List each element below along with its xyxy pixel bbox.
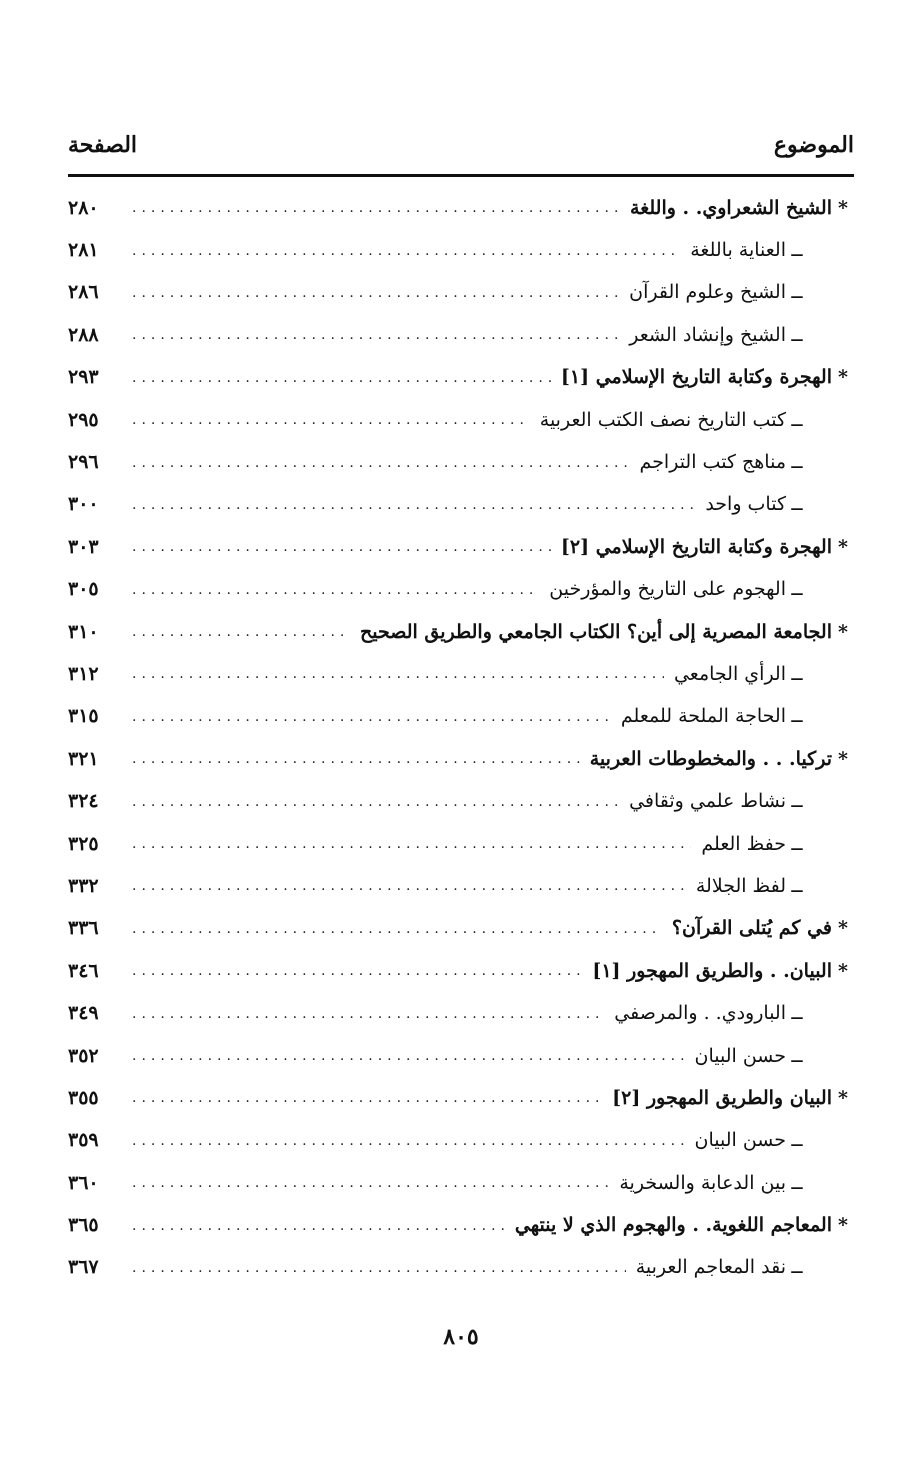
- dot-leader: [132, 1049, 685, 1063]
- entry-title: في كم يُتلى القرآن؟: [671, 917, 832, 940]
- page-column-label: الصفحة: [68, 132, 138, 158]
- entry-title: الشيخ وعلوم القرآن: [629, 281, 786, 304]
- entry-title: حسن البيان: [694, 1044, 786, 1067]
- entry-title: البيان. . والطريق المهجور [١]: [592, 959, 832, 982]
- entry-title: تركيا. . . والمخطوطات العربية: [589, 747, 832, 770]
- dash-marker: ــ: [791, 451, 803, 474]
- entry-title: الهجرة وكتابة التاريخ الإسلامي [١]: [560, 366, 832, 389]
- entry-page-number: ٣١٠: [68, 620, 99, 643]
- dot-leader: [132, 1261, 626, 1275]
- entry-title: نشاط علمي وثقافي: [629, 790, 786, 813]
- toc-entry-sub: [68, 229, 854, 271]
- entry-title: الحاجة الملحة للمعلم: [620, 705, 786, 728]
- dash-marker: ــ: [791, 874, 803, 897]
- entry-title: بين الدعابة والسخرية: [619, 1171, 786, 1194]
- dash-marker: ــ: [791, 578, 803, 601]
- entry-page-number: ٢٨١: [68, 239, 99, 262]
- dot-leader: [132, 879, 686, 893]
- toc-entry-main: [68, 1204, 854, 1246]
- toc-entry-main: [68, 950, 854, 992]
- dot-leader: [132, 964, 582, 978]
- asterisk-marker: *: [838, 959, 848, 982]
- toc-header: [68, 122, 854, 168]
- toc-entry-main: [68, 611, 854, 653]
- entry-page-number: ٣١٥: [68, 705, 99, 728]
- dash-marker: ــ: [791, 1002, 803, 1025]
- toc-entry-sub: [68, 1162, 854, 1204]
- dot-leader: [132, 583, 539, 597]
- asterisk-marker: *: [838, 620, 848, 643]
- toc-entry-sub: [68, 653, 854, 695]
- toc-entry-sub: [68, 272, 854, 314]
- entry-title: نقد المعاجم العربية: [635, 1256, 786, 1279]
- entry-page-number: ٢٩٣: [68, 366, 99, 389]
- dash-marker: ــ: [791, 281, 803, 304]
- asterisk-marker: *: [838, 366, 848, 389]
- toc-entry-sub: [68, 1247, 854, 1289]
- dash-marker: ــ: [791, 832, 803, 855]
- entry-page-number: ٣١٢: [68, 662, 99, 685]
- dot-leader: [132, 244, 680, 258]
- dot-leader: [132, 1176, 609, 1190]
- asterisk-marker: *: [838, 1214, 848, 1237]
- toc-entry-main: [68, 908, 854, 950]
- toc-list: [68, 187, 854, 1289]
- header-divider: [68, 174, 854, 177]
- asterisk-marker: *: [838, 196, 848, 219]
- toc-entry-sub: [68, 823, 854, 865]
- entry-page-number: ٣٦٧: [68, 1256, 99, 1279]
- dash-marker: ــ: [791, 323, 803, 346]
- dot-leader: [132, 795, 619, 809]
- topic-column-label: الموضوع: [773, 132, 854, 158]
- dash-marker: ــ: [791, 705, 803, 728]
- dash-marker: ــ: [791, 1044, 803, 1067]
- entry-title: المعاجم اللغوية. . والهجوم الذي لا ينتهي: [514, 1214, 832, 1237]
- dot-leader: [132, 498, 695, 512]
- entry-title: البارودي. . والمرصفي: [614, 1002, 786, 1025]
- toc-entry-main: [68, 357, 854, 399]
- dot-leader: [132, 540, 551, 554]
- dot-leader: [132, 1134, 685, 1148]
- entry-title: الهجرة وكتابة التاريخ الإسلامي [٢]: [560, 535, 832, 558]
- dot-leader: [132, 328, 619, 342]
- dot-leader: [132, 667, 664, 681]
- entry-title: البيان والطريق المهجور [٢]: [612, 1086, 832, 1109]
- entry-title: الشيخ الشعراوي. . واللغة: [630, 196, 832, 219]
- entry-title: الهجوم على التاريخ والمؤرخين: [549, 578, 786, 601]
- entry-page-number: ٢٩٦: [68, 451, 99, 474]
- dot-leader: [132, 1007, 604, 1021]
- dash-marker: ــ: [791, 1129, 803, 1152]
- entry-page-number: ٣٤٩: [68, 1002, 99, 1025]
- entry-page-number: ٣٢١: [68, 747, 99, 770]
- page-number: ٨٠٥: [443, 1324, 479, 1350]
- entry-page-number: ٣٥٥: [68, 1086, 99, 1109]
- toc-entry-main: [68, 187, 854, 229]
- asterisk-marker: *: [838, 917, 848, 940]
- entry-page-number: ٢٩٥: [68, 408, 99, 431]
- entry-title: الرأي الجامعي: [673, 662, 786, 685]
- toc-entry-sub: [68, 484, 854, 526]
- asterisk-marker: *: [838, 747, 848, 770]
- dot-leader: [132, 413, 530, 427]
- entry-title: كتاب واحد: [705, 493, 786, 516]
- toc-entry-sub: [68, 696, 854, 738]
- toc-entry-sub: [68, 399, 854, 441]
- dot-leader: [132, 1091, 602, 1105]
- dot-leader: [132, 456, 630, 470]
- dash-marker: ــ: [791, 662, 803, 685]
- dash-marker: ــ: [791, 790, 803, 813]
- dot-leader: [132, 371, 551, 385]
- toc-entry-sub: [68, 1120, 854, 1162]
- entry-page-number: ٢٨٨: [68, 323, 99, 346]
- entry-page-number: ٢٨٦: [68, 281, 99, 304]
- entry-page-number: ٣٥٩: [68, 1129, 99, 1152]
- entry-title: حفظ العلم: [701, 832, 786, 855]
- dot-leader: [132, 286, 619, 300]
- dot-leader: [132, 837, 691, 851]
- dash-marker: ــ: [791, 493, 803, 516]
- dash-marker: ــ: [791, 408, 803, 431]
- dash-marker: ــ: [791, 1256, 803, 1279]
- dot-leader: [132, 201, 620, 215]
- dash-marker: ــ: [791, 1171, 803, 1194]
- entry-title: مناهج كتب التراجم: [639, 451, 786, 474]
- toc-entry-main: [68, 738, 854, 780]
- dot-leader: [132, 625, 350, 639]
- toc-entry-sub: [68, 569, 854, 611]
- asterisk-marker: *: [838, 535, 848, 558]
- entry-title: العناية باللغة: [690, 239, 786, 262]
- entry-title: لفظ الجلالة: [695, 874, 786, 897]
- entry-page-number: ٣٠٥: [68, 578, 99, 601]
- toc-entry-sub: [68, 992, 854, 1034]
- entry-page-number: ٣٢٥: [68, 832, 99, 855]
- toc-entry-sub: [68, 1035, 854, 1077]
- dot-leader: [132, 922, 662, 936]
- dash-marker: ــ: [791, 239, 803, 262]
- entry-page-number: ٣٠٠: [68, 493, 99, 516]
- entry-page-number: ٣٦٠: [68, 1171, 99, 1194]
- asterisk-marker: *: [838, 1086, 848, 1109]
- entry-page-number: ٣٣٢: [68, 874, 99, 897]
- entry-page-number: ٣٦٥: [68, 1214, 99, 1237]
- entry-page-number: ٣٣٦: [68, 917, 99, 940]
- dot-leader: [132, 710, 611, 724]
- dot-leader: [132, 1219, 505, 1233]
- toc-entry-sub: [68, 865, 854, 907]
- entry-title: الجامعة المصرية إلى أين؟ الكتاب الجامعي والطريق الصحيح: [360, 620, 832, 643]
- entry-page-number: ٣٢٤: [68, 790, 99, 813]
- toc-entry-main: [68, 526, 854, 568]
- entry-title: الشيخ وإنشاد الشعر: [629, 323, 786, 346]
- toc-entry-sub: [68, 780, 854, 822]
- entry-page-number: ٣٤٦: [68, 959, 99, 982]
- entry-page-number: ٣٠٣: [68, 535, 99, 558]
- toc-entry-sub: [68, 314, 854, 356]
- toc-entry-sub: [68, 441, 854, 483]
- toc-entry-main: [68, 1077, 854, 1119]
- entry-page-number: ٣٥٢: [68, 1044, 99, 1067]
- dot-leader: [132, 752, 580, 766]
- entry-title: كتب التاريخ نصف الكتب العربية: [539, 408, 786, 431]
- entry-title: حسن البيان: [694, 1129, 786, 1152]
- entry-page-number: ٢٨٠: [68, 196, 99, 219]
